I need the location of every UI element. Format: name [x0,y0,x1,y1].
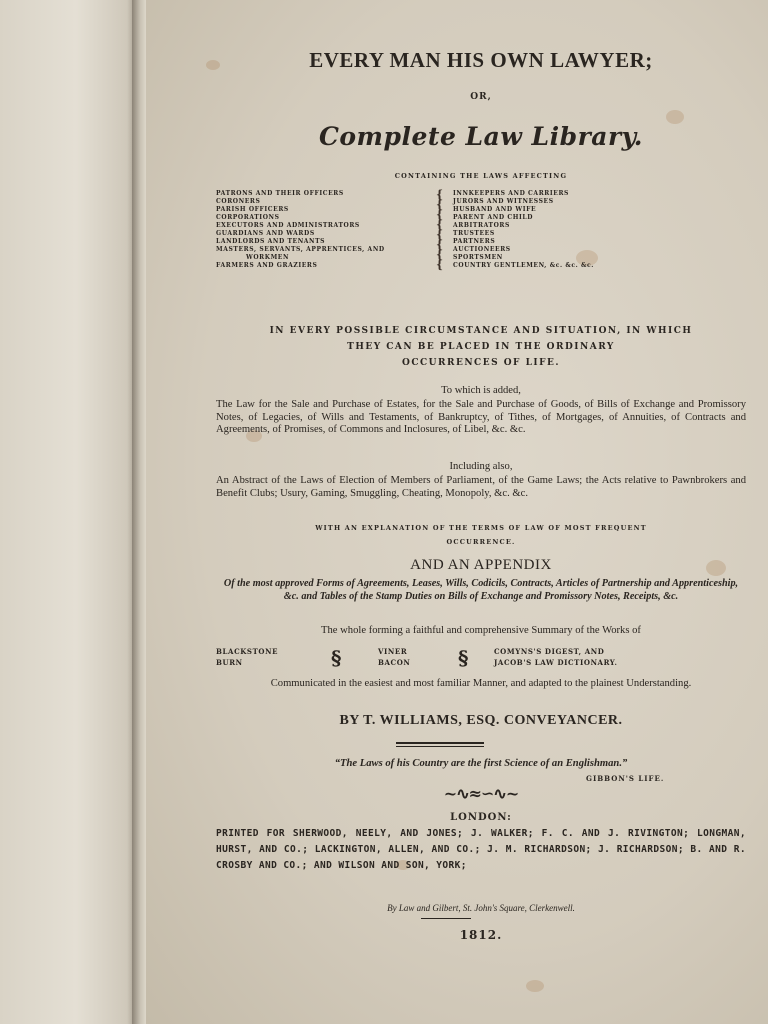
list-item: FARMERS AND GRAZIERS [216,262,318,269]
works-col-3 [494,646,618,668]
list-item: WORKMEN [246,254,290,261]
circumstance-line-1: IN EVERY POSSIBLE CIRCUMSTANCE AND SITUATION, IN WHICH [269,326,693,336]
added-text: The Law for the Sale and Purchase of Estates, for the Sale and Purchase of Goods, of Bills of Exchange and Promissory Notes, of Legacies, of Wills and Testaments, of Bankruptcy, of Tithes, of Mortgages, of Annuities, of Contracts and Agreements, of Promises, of Commons and Inclosures, of Libel, &c. &c. [216,399,746,435]
book-subtitle: Complete Law Library. [318,122,644,151]
epigraph-source: GIBBON'S LIFE. [586,774,665,783]
circumstance-line-2: THEY CAN BE PLACED IN THE ORDINARY [347,342,615,352]
book-title: EVERY MAN HIS OWN LAWYER; [309,48,653,72]
epigraph-quote: “The Laws of his Country are the first Science of an Englishman.” [334,758,628,769]
work-name: JACOB'S LAW DICTIONARY. [494,658,618,667]
imprint-publishers: PRINTED FOR SHERWOOD, NEELY, AND JONES; J. WALKER; F. C. AND J. RIVINGTON; LONGMAN, HURST, AND CO.; LACKINGTON, ALLEN, AND CO.; J. M. RICHARDSON; J. RICHARDSON; B. AND R. CROSBY AND CO.; AND WILSON AND SON, YORK; [216,828,746,871]
list-item: SPORTSMEN [453,254,503,261]
including-text: An Abstract of the Laws of Election of Members of Parliament, of the Game Laws; the Acts relative to Pawnbrokers and Benefit Clubs; Usury, Gaming, Smuggling, Cheating, Monopoly, &c. &c. [216,475,746,499]
explanation-line-1: WITH AN EXPLANATION OF THE TERMS OF LAW OF MOST FREQUENT [315,524,647,532]
list-item: GUARDIANS AND WARDS [216,230,315,237]
work-name: VINER [378,647,408,656]
list-item: INNKEEPERS AND CARRIERS [453,190,569,197]
list-item: CORONERS [216,198,261,205]
double-rule [396,742,484,744]
section-mark: § [458,646,469,670]
book-gutter [132,0,146,1024]
work-name: COMYNS'S DIGEST, AND [494,647,605,656]
list-item: PARISH OFFICERS [216,206,289,213]
list-item: MASTERS, SERVANTS, APPRENTICES, AND [216,246,385,253]
work-name: BURN [216,658,243,667]
printer-line: By Law and Gilbert, St. John's Square, Clerkenwell. [387,903,575,913]
short-rule [421,918,471,919]
list-item: AUCTIONEERS [453,246,511,253]
list-item: PARENT AND CHILD [453,214,534,221]
explanation-line-2: OCCURRENCE. [446,538,516,546]
containing-heading: CONTAINING THE LAWS AFFECTING [394,172,568,180]
list-item: HUSBAND AND WIFE [453,206,537,213]
author-byline: BY T. WILLIAMS, ESQ. CONVEYANCER. [339,713,623,728]
left-blank-page [0,0,138,1024]
list-item: EXECUTORS AND ADMINISTRATORS [216,222,360,229]
list-item: PATRONS AND THEIR OFFICERS [216,190,344,197]
list-item: LANDLORDS AND TENANTS [216,238,326,245]
right-topic-list [453,190,594,270]
including-heading: Including also, [449,461,513,472]
work-name: BACON [378,658,411,667]
list-item: ARBITRATORS [453,222,510,229]
or-separator: OR, [470,92,492,102]
list-item: CORPORATIONS [216,214,280,221]
appendix-text: Of the most approved Forms of Agreements, Leases, Wills, Codicils, Contracts, Articles of Partnership and Apprenticeship, &c. and Tables of the Stamp Duties on Bills of Exchange and Promissory Notes, Receipts, &c. [223,578,739,602]
work-name: BLACKSTONE [216,647,279,656]
list-item: COUNTRY GENTLEMEN, &c. &c. &c. [453,262,594,269]
list-item: PARTNERS [453,238,496,245]
added-heading: To which is added, [441,385,521,396]
works-col-1 [216,646,278,668]
appendix-heading: AND AN APPENDIX [410,557,552,573]
works-col-2 [378,646,410,668]
title-page [146,0,768,1024]
double-rule [396,746,484,747]
brace-divider: { { { { { { { { [436,188,444,271]
section-mark: § [331,646,342,670]
publication-year: 1812. [459,928,503,942]
list-item: JURORS AND WITNESSES [453,198,554,205]
communicated-text: Communicated in the easiest and most familiar Manner, and adapted to the plainest Understanding. [270,678,692,689]
imprint-city: LONDON: [450,812,512,823]
circumstance-line-3: OCCURRENCES OF LIFE. [402,358,560,368]
ornament: ~∿≈∽∿~ [443,784,519,803]
left-topic-list [216,190,385,270]
summary-line: The whole forming a faithful and comprehensive Summary of the Works of [321,625,641,636]
list-item: TRUSTEES [453,230,495,237]
